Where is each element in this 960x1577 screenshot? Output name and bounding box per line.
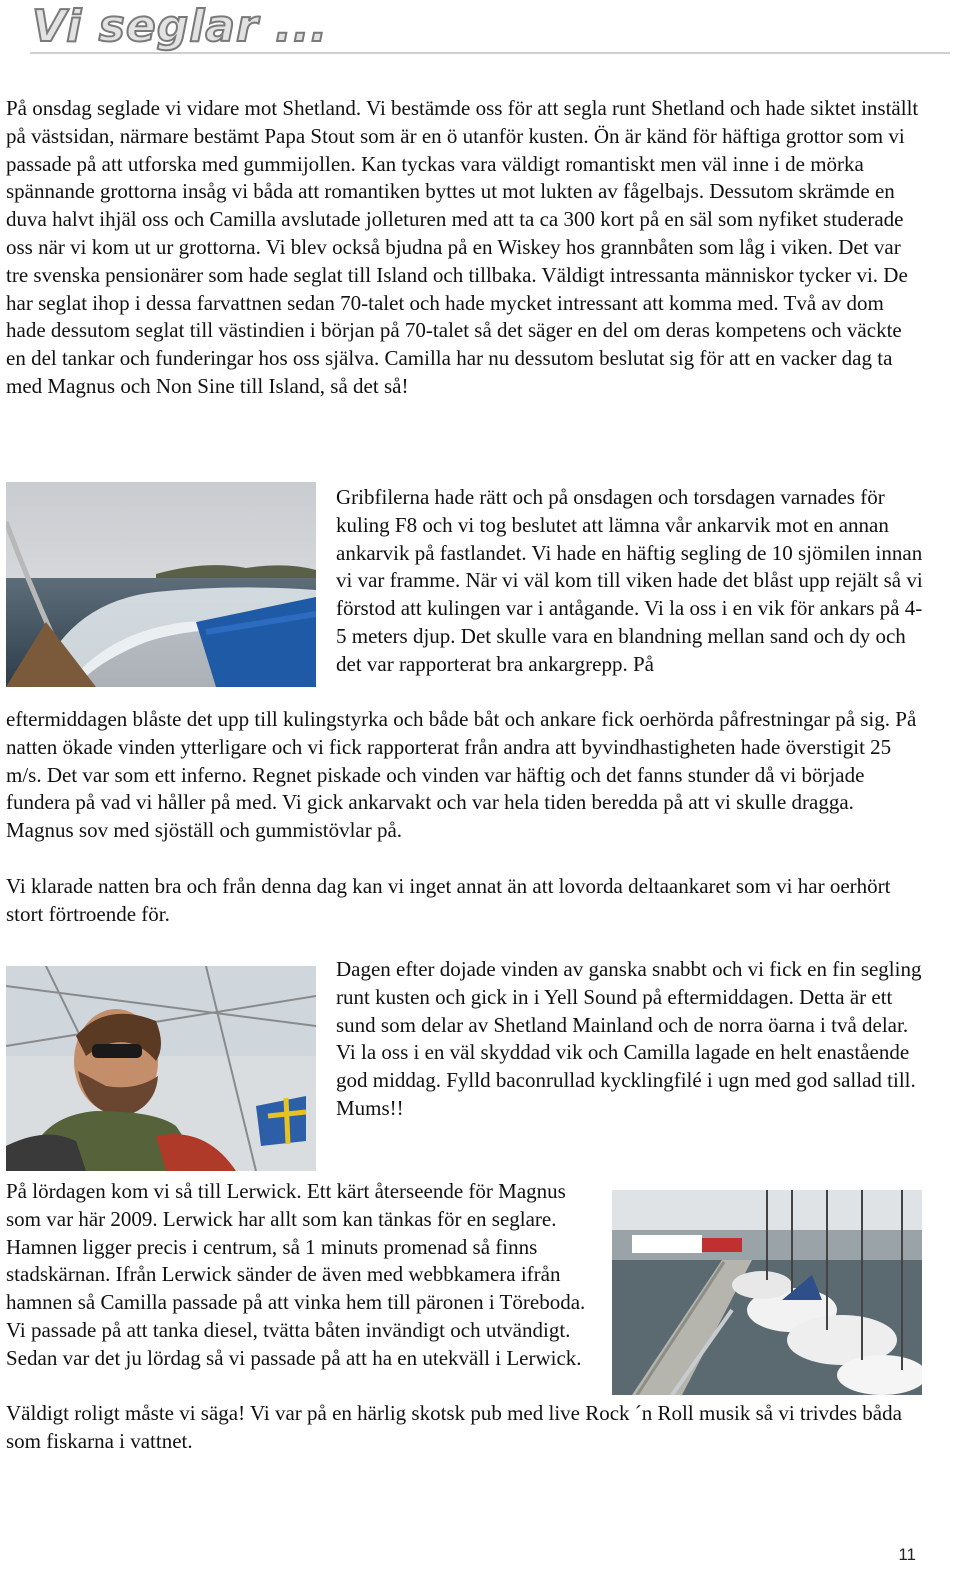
- paragraph-yell-sound: Dagen efter dojade vinden av ganska snabbt och vi fick en fin segling runt kusten och gick in i Yell Sound på eftermiddagen. Detta är ett sund som delar av Shetland Mainland och de norra öarna i två delar. Vi la oss i en väl skyddad vik och Camilla lagade en helt enastående god middag. Fylld baconrullad kycklingfilé i ugn med god sallad till. Mums!!: [336, 957, 922, 1120]
- paragraph-gale-intro: Gribfilerna hade rätt och på onsdagen och torsdagen varnades för kuling F8 och vi tog beslutet att lämna vår ankarvik mot en annan ankarvik på fastlandet. Vi hade en häftig segling de 10 sjömilen innan vi var framme. När vi väl kom till viken hade det blåst upp rejält så vi förstod att kulingen var i antågande. Vi la oss i en vik för ankars på 4-5 meters djup. Det skulle vara en blandning mellan sand och dy och det var rapporterat bra ankargrepp. På: [336, 485, 923, 676]
- page-header: [0, 0, 960, 70]
- paragraph-anchor: Vi klarade natten bra och från denna dag kan vi inget annat än att lovorda deltaankaret som vi har oerhört stort förtroende för.: [6, 874, 891, 926]
- header-divider: [30, 52, 950, 54]
- page-number: 11: [898, 1545, 916, 1564]
- paragraph-lerwick: På lördagen kom vi så till Lerwick. Ett kärt återseende för Magnus som var här 2009. Lerwick har allt som kan tänkas för en seglare. Hamnen ligger precis i centrum, så 1 minuts promenad så finns stadskärnan. Ifrån Lerwick sänder de även med webbkamera ifrån hamnen så Camilla passade på att vinka hem till päronen i Töreboda. Vi passade på att tanka diesel, tvätta båten invändigt och utvändigt. Sedan var det ju lördag så vi passade på att ha en utekväll i Lerwick.: [6, 1179, 586, 1370]
- paragraph-shetland-caves: På onsdag seglade vi vidare mot Shetland. Vi bestämde oss för att segla runt Shetland och hade siktet inställt på västsidan, närmare bestämt Papa Stout som är en ö utanför kusten. Ön är känd för häftiga grottor som vi passade på att utforska med gummijollen. Kan tyckas vara väldigt romantiskt men väl inne i de mörka spännande grottorna insåg vi båda att romantiken byttes ut mot lukten av fågelbajs. Dessutom skrämde en duva halvt ihjäl oss och Camilla avslutade jolleturen med att ta ca 300 kort på en säl som nyfiket studerade oss när vi kom ut ur grottorna. Vi blev också bjudna på en Wiskey hos grannbåten som låg i viken. Det var tre svenska pensionärer som hade seglat till Island och tillbaka. Väldigt intressanta människor tycker vi. De har seglat ihop i dessa farvattnen sedan 70-talet och hade mycket intressant att komma med. Två av dom hade dessutom seglat till västindien i början på 70-talet så det säger en del om deras kompetens och väckte en del tankar och funderingar hos oss själva. Camilla har nu dessutom beslutat sig för att en vacker dag ta med Magnus och Non Sine till Island, så det så!: [6, 96, 919, 398]
- photo-sailing-waves: [6, 482, 316, 687]
- photo-sailor-portrait: [6, 966, 316, 1171]
- paragraph-pub: Väldigt roligt måste vi säga! Vi var på en härlig skotsk pub med live Rock ´n Roll musik så vi trivdes båda som fiskarna i vattnet.: [6, 1401, 902, 1453]
- paragraph-gale-night: eftermiddagen blåste det upp till kulingstyrka och både båt och ankare fick oerhörda påfrestningar på sig. På natten ökade vinden ytterligare och vi fick rapporterat från andra att byvindhastigheten hade överstigit 25 m/s. Det var som ett inferno. Regnet piskade och vinden var häftig och det fanns stunder då vi började fundera på vad vi håller på med. Vi gick ankarvakt och var hela tiden beredda på att vi skulle dragga. Magnus sov med sjöställ och gummistövlar på.: [6, 707, 917, 843]
- photo-lerwick-harbour: [612, 1190, 922, 1395]
- site-logo: Vi seglar ...: [32, 1, 329, 52]
